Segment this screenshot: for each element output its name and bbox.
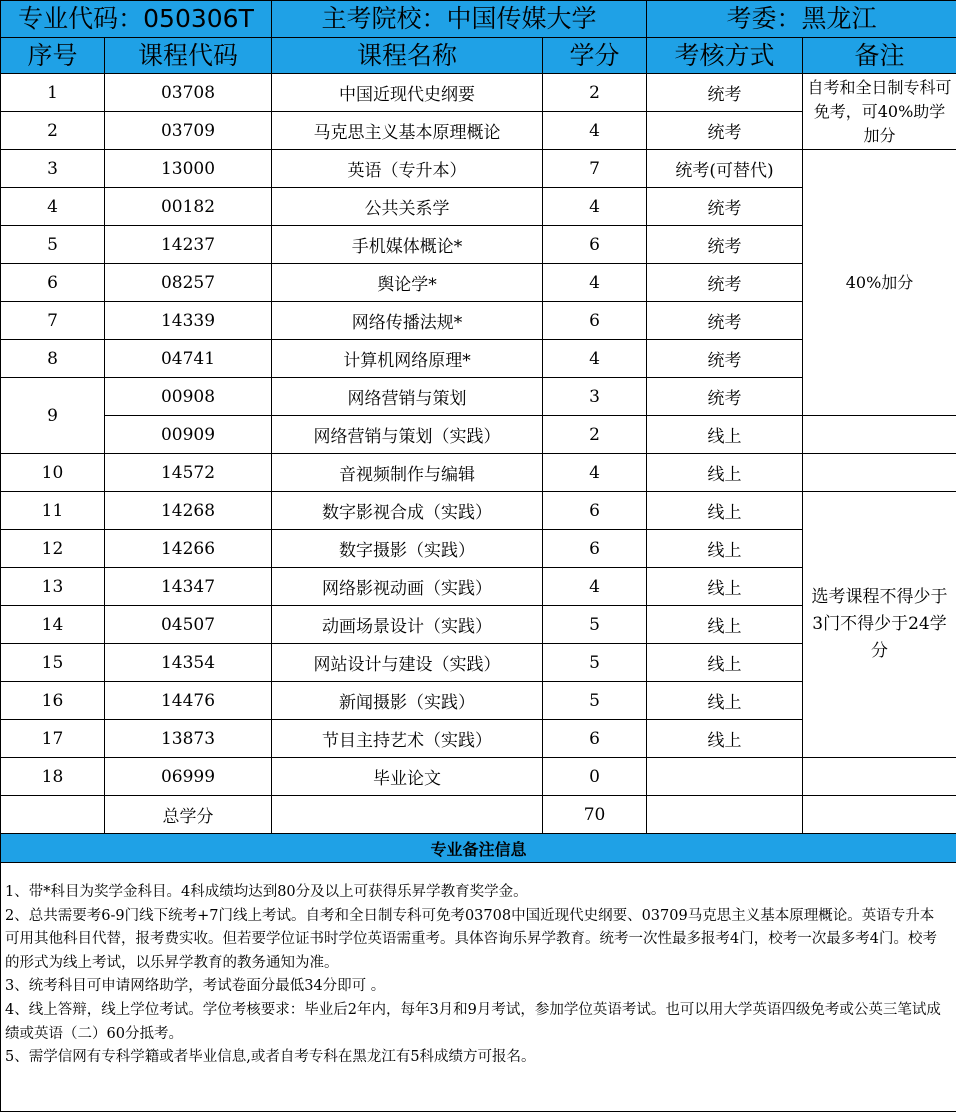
row-exam: 线上	[647, 530, 803, 568]
row-exam: 统考	[647, 74, 803, 112]
row-code: 04741	[105, 340, 272, 378]
row-no: 7	[1, 302, 105, 340]
row-code: 14354	[105, 644, 272, 682]
row-credit: 4	[543, 340, 647, 378]
row-credit: 5	[543, 644, 647, 682]
info-line: 5、需学信网有专科学籍或者毕业信息,或者自考专科在黑龙江有5科成绩方可报名。	[5, 1046, 946, 1070]
info-line: 4、线上答辩，线上学位考试。学位考核要求：毕业后2年内，每年3月和9月考试，参加学位英语考试。也可以用大学英语四级免考或公英三笔试成绩或英语（二）60分抵考。	[5, 999, 946, 1046]
row-exam: 线上	[647, 454, 803, 492]
row-exam: 线上	[647, 720, 803, 758]
note-elective: 选考课程不得少于3门不得少于24学分	[803, 492, 956, 758]
row-name: 数字影视合成（实践）	[272, 492, 543, 530]
row-exam: 统考(可替代)	[647, 150, 803, 188]
column-header-row	[1, 38, 956, 74]
row-no: 10	[1, 454, 105, 492]
row-exam: 统考	[647, 378, 803, 416]
row-credit: 6	[543, 492, 647, 530]
exam-committee: 考委：黑龙江	[647, 1, 956, 38]
row-name: 毕业论文	[272, 758, 543, 796]
col-header-name: 课程名称	[272, 38, 543, 74]
row-no: 17	[1, 720, 105, 758]
row-no: 9	[1, 378, 105, 454]
info-title-row	[1, 834, 956, 863]
row-code: 14476	[105, 682, 272, 720]
row-name: 公共关系学	[272, 188, 543, 226]
row-no: 1	[1, 74, 105, 112]
row-credit: 6	[543, 530, 647, 568]
col-header-code: 课程代码	[105, 38, 272, 74]
total-row	[1, 796, 956, 834]
row-no: 15	[1, 644, 105, 682]
row-no: 18	[1, 758, 105, 796]
row-name: 动画场景设计（实践）	[272, 606, 543, 644]
row-code: 14572	[105, 454, 272, 492]
note-exempt: 自考和全日制专科可免考，可40%助学加分	[803, 74, 956, 150]
row-name: 网络影视动画（实践）	[272, 568, 543, 606]
row-credit: 4	[543, 568, 647, 606]
row-credit: 4	[543, 188, 647, 226]
row-code: 03709	[105, 112, 272, 150]
row-exam: 线上	[647, 644, 803, 682]
row-code: 00908	[105, 378, 272, 416]
row-name: 网络营销与策划	[272, 378, 543, 416]
info-line: 3、统考科目可申请网络助学，考试卷面分最低34分即可 。	[5, 975, 946, 999]
row-name: 中国近现代史纲要	[272, 74, 543, 112]
row-exam: 统考	[647, 188, 803, 226]
row-no: 2	[1, 112, 105, 150]
row-credit: 5	[543, 682, 647, 720]
row-code: 14268	[105, 492, 272, 530]
row-name: 网站设计与建设（实践）	[272, 644, 543, 682]
row-credit: 2	[543, 74, 647, 112]
total-label: 总学分	[105, 796, 272, 834]
table-row	[1, 150, 956, 188]
row-credit: 4	[543, 112, 647, 150]
info-title: 专业备注信息	[1, 834, 956, 863]
row-code: 00182	[105, 188, 272, 226]
row-name: 新闻摄影（实践）	[272, 682, 543, 720]
row-name: 音视频制作与编辑	[272, 454, 543, 492]
row-exam: 线上	[647, 568, 803, 606]
row-code: 14339	[105, 302, 272, 340]
row-code: 13873	[105, 720, 272, 758]
row-code: 03708	[105, 74, 272, 112]
row-code: 13000	[105, 150, 272, 188]
total-no	[1, 796, 105, 834]
info-line: 2、总共需要考6-9门线下统考+7门线上考试。自考和全日制专科可免考03708中国近现代史纲要、03709马克思主义基本原理概论。英语专升本可用其他科目代替，报考费实收。但若要学位证书时学位英语需重考。具体咨询乐昇学教育。统考一次性最多报考4门，校考一次最多考4门。校考的形式为线上考试，以乐昇学教育的教务通知为准。	[5, 905, 946, 976]
row-no: 5	[1, 226, 105, 264]
row-exam: 统考	[647, 264, 803, 302]
table-row	[1, 758, 956, 796]
total-exam	[647, 796, 803, 834]
row-code: 14347	[105, 568, 272, 606]
row-no: 11	[1, 492, 105, 530]
total-credit: 70	[543, 796, 647, 834]
info-body	[1, 863, 956, 1112]
row-credit: 6	[543, 302, 647, 340]
row-no: 6	[1, 264, 105, 302]
row-code: 14237	[105, 226, 272, 264]
info-body-row	[1, 863, 956, 1112]
col-header-credit: 学分	[543, 38, 647, 74]
row-name: 马克思主义基本原理概论	[272, 112, 543, 150]
row-name: 英语（专升本）	[272, 150, 543, 188]
row-credit: 0	[543, 758, 647, 796]
row-code: 14266	[105, 530, 272, 568]
row-no: 3	[1, 150, 105, 188]
row-name: 计算机网络原理*	[272, 340, 543, 378]
row-no: 13	[1, 568, 105, 606]
header-row	[1, 1, 956, 38]
row-no: 16	[1, 682, 105, 720]
row-name: 手机媒体概论*	[272, 226, 543, 264]
row-code: 06999	[105, 758, 272, 796]
total-name	[272, 796, 543, 834]
row-exam: 统考	[647, 302, 803, 340]
row-credit: 7	[543, 150, 647, 188]
table-row	[1, 416, 956, 454]
row-name: 网络传播法规*	[272, 302, 543, 340]
row-exam: 统考	[647, 112, 803, 150]
major-code: 专业代码：050306T	[1, 1, 272, 38]
col-header-no: 序号	[1, 38, 105, 74]
row-credit: 5	[543, 606, 647, 644]
row-exam: 统考	[647, 340, 803, 378]
row-code: 08257	[105, 264, 272, 302]
row-no: 14	[1, 606, 105, 644]
row-exam: 线上	[647, 492, 803, 530]
info-line: 1、带*科目为奖学金科目。4科成绩均达到80分及以上可获得乐昇学教育奖学金。	[5, 881, 946, 905]
row-credit: 6	[543, 226, 647, 264]
row-code: 04507	[105, 606, 272, 644]
table-row	[1, 74, 956, 112]
row-credit: 6	[543, 720, 647, 758]
table-row	[1, 454, 956, 492]
row-exam: 线上	[647, 416, 803, 454]
row-note	[803, 416, 956, 454]
row-exam: 线上	[647, 682, 803, 720]
row-no: 8	[1, 340, 105, 378]
row-exam: 统考	[647, 226, 803, 264]
row-exam	[647, 758, 803, 796]
row-name: 舆论学*	[272, 264, 543, 302]
note-bonus: 40%加分	[803, 150, 956, 416]
row-no: 12	[1, 530, 105, 568]
col-header-note: 备注	[803, 38, 956, 74]
exam-school: 主考院校：中国传媒大学	[272, 1, 647, 38]
row-exam: 线上	[647, 606, 803, 644]
row-credit: 2	[543, 416, 647, 454]
row-code: 00909	[105, 416, 272, 454]
row-name: 节目主持艺术（实践）	[272, 720, 543, 758]
row-name: 数字摄影（实践）	[272, 530, 543, 568]
row-note	[803, 454, 956, 492]
total-note	[803, 796, 956, 834]
row-note	[803, 758, 956, 796]
table-row	[1, 492, 956, 530]
row-credit: 3	[543, 378, 647, 416]
col-header-exam: 考核方式	[647, 38, 803, 74]
row-no: 4	[1, 188, 105, 226]
row-credit: 4	[543, 454, 647, 492]
row-credit: 4	[543, 264, 647, 302]
row-name: 网络营销与策划（实践）	[272, 416, 543, 454]
